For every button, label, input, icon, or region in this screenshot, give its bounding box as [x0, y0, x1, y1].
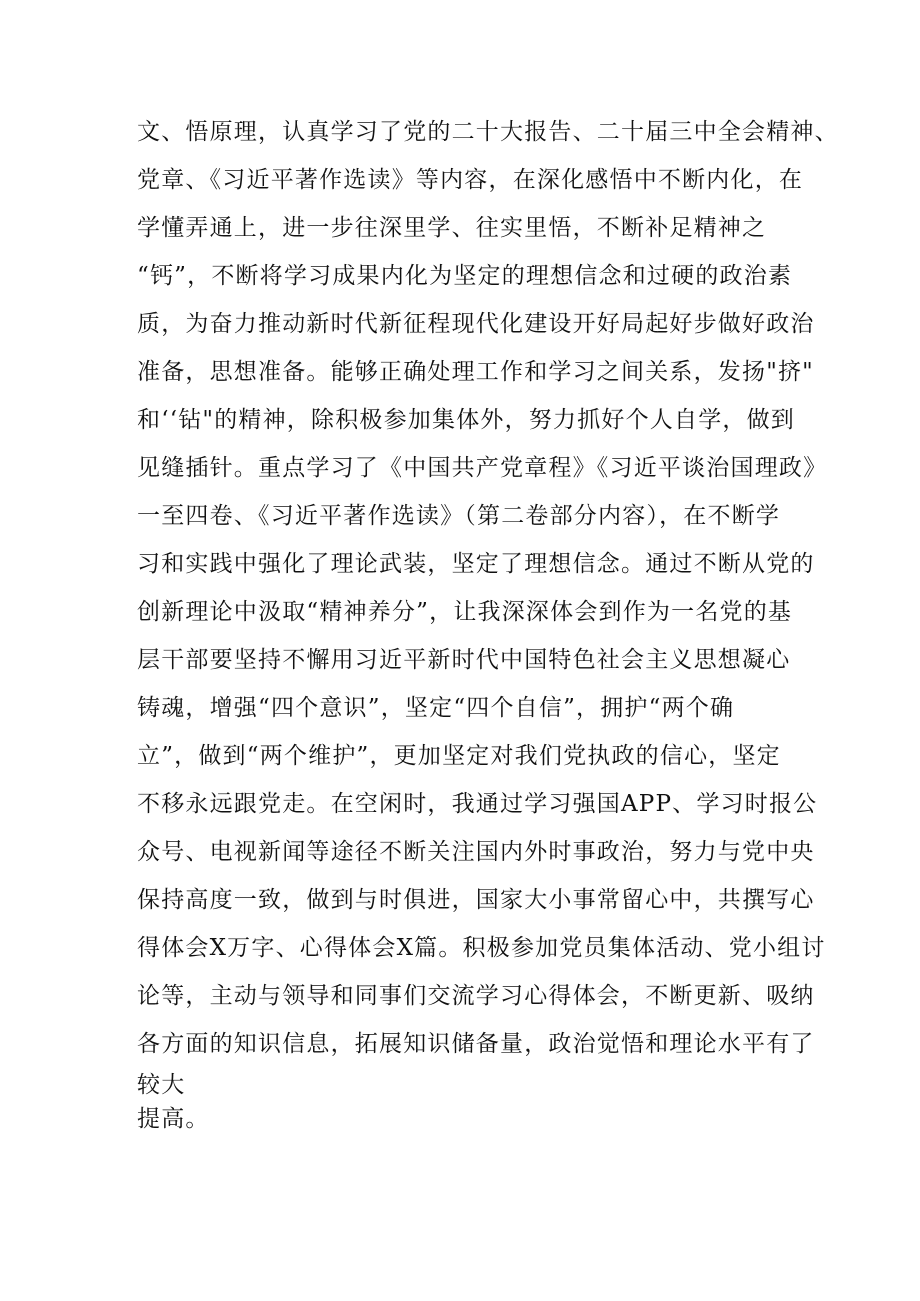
text-line: 层干部要坚持不懈用习近平新时代中国特色社会主义思想凝心	[137, 647, 791, 673]
text-line: 论等，主动与领导和同事们交流学习心得体会，不断更新、吸纳	[137, 983, 815, 1009]
text-line: 创新理论中汲取“精神养分”，让我深深体会到作为一名党的基	[137, 599, 793, 625]
text-line: 保持高度一致，做到与时俱进，国家大小事常留心中，共撰写心	[137, 887, 815, 913]
text-line: “钙”，不断将学习成果内化为坚定的理想信念和过硬的政治素	[137, 263, 793, 289]
text-line: 较大	[137, 1072, 186, 1098]
text-line: 质，为奋力推动新时代新征程现代化建设开好局起好步做好政治	[137, 311, 815, 337]
text-line: 各方面的知识信息，拓展知识储备量，政治觉悟和理论水平有了	[137, 1031, 815, 1057]
text-line: 学懂弄通上，进一步往深里学、往实里悟，不断补足精神之	[137, 215, 767, 241]
text-line: 得体会X万字、心得体会X篇。积极参加党员集体活动、党小组讨	[137, 935, 826, 961]
text-line: 一至四卷、《习近平著作选读》（第二卷部分内容），在不断学	[137, 503, 781, 529]
text-line: 众号、电视新闻等途径不断关注国内外时事政治，努力与党中央	[137, 839, 815, 865]
text-line: 立”，做到“两个维护”，更加坚定对我们党执政的信心，坚定	[137, 743, 781, 769]
text-line: 提高。	[137, 1106, 210, 1132]
text-line: 文、悟原理，认真学习了党的二十大报告、二十届三中全会精神、	[137, 119, 839, 145]
text-line: 见缝插针。重点学习了《中国共产党章程》《习近平谈治国理政》	[137, 455, 828, 481]
text-line: 党章、《习近平著作选读》等内容，在深化感悟中不断内化，在	[137, 167, 804, 193]
text-line: 不移永远跟党走。在空闲时，我通过学习强国APP、学习时报公	[137, 791, 818, 817]
text-line: 准备，思想准备。能够正确处理工作和学习之间关系，发扬"挤"	[137, 359, 814, 385]
text-line: 铸魂，增强“四个意识”，坚定“四个自信”，拥护“两个确	[137, 695, 735, 721]
text-line: 习和实践中强化了理论武装，坚定了理想信念。通过不断从党的	[137, 551, 815, 577]
body-paragraph	[137, 108, 839, 1136]
text-line: 和‘‘钻"的精神，除积极参加集体外，努力抓好个人自学，做到	[137, 407, 796, 433]
